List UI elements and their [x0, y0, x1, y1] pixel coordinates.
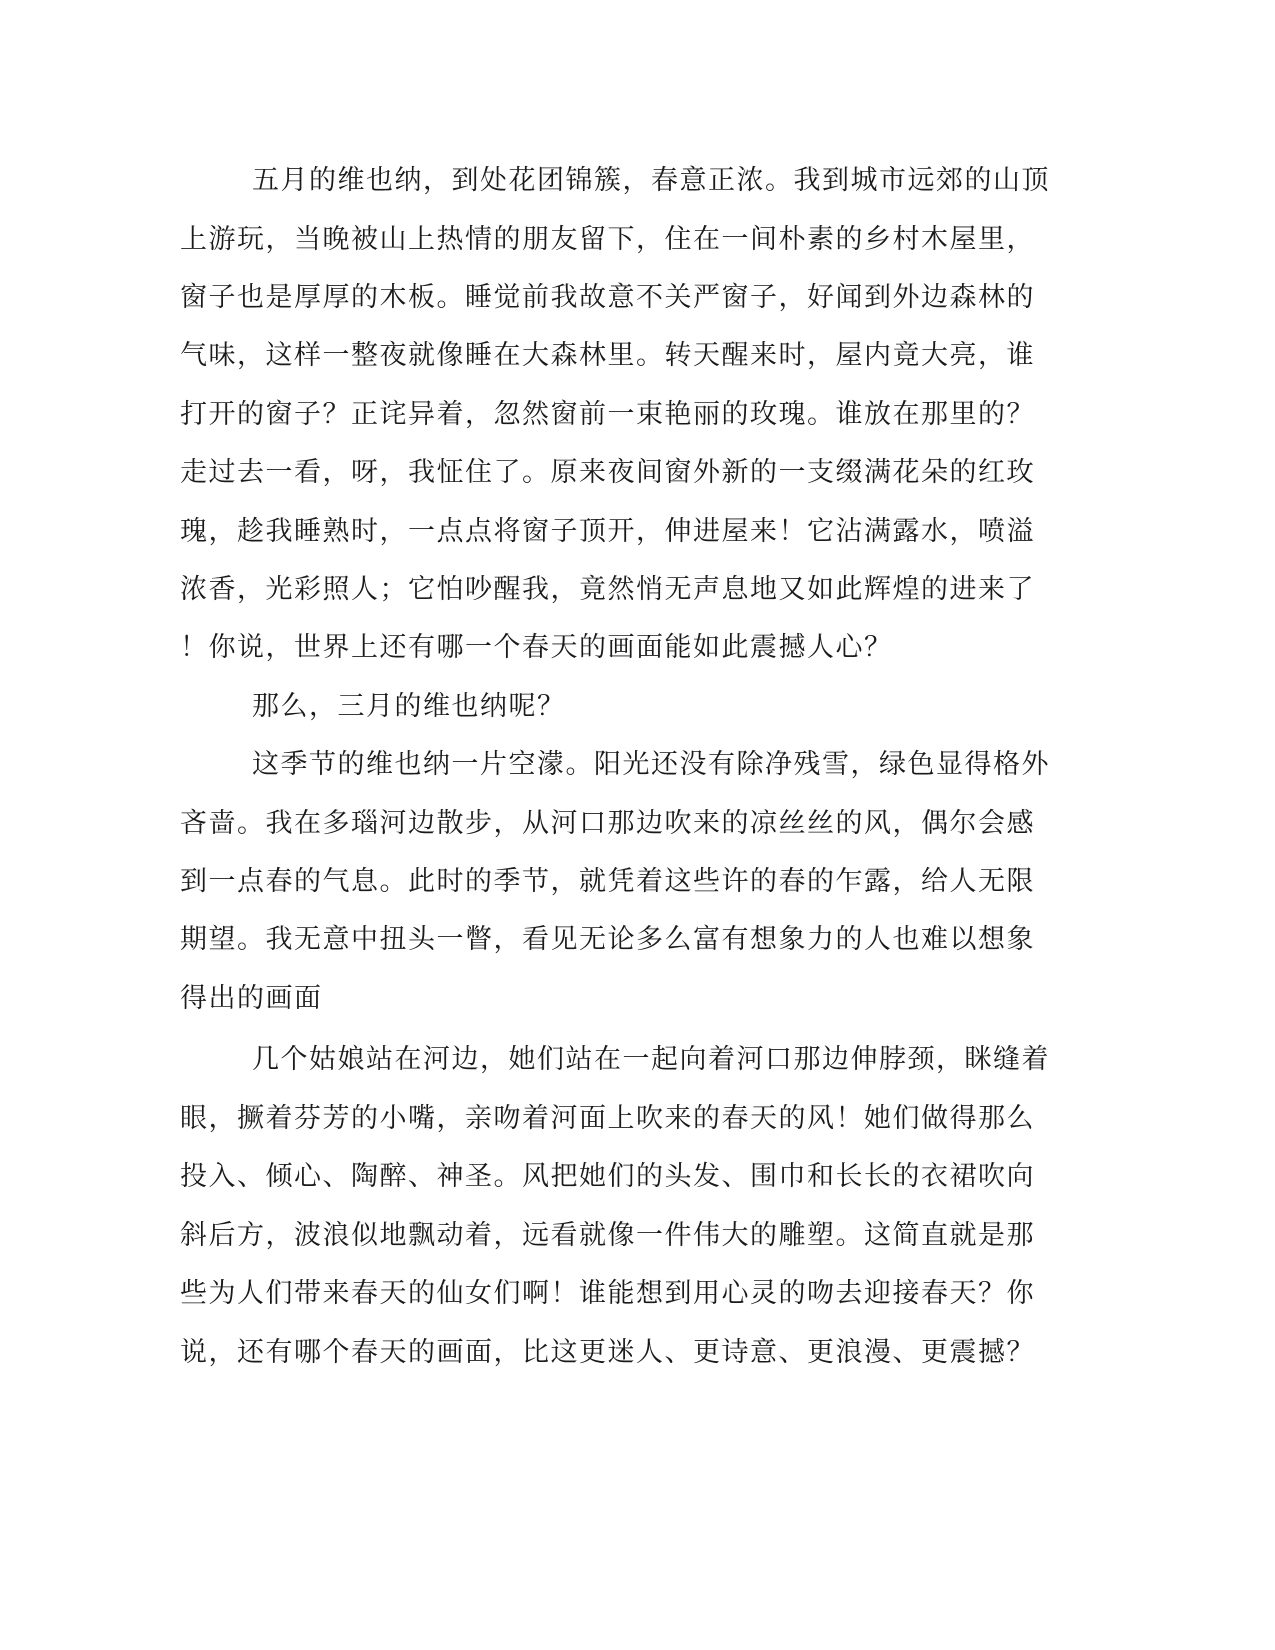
- text-line: 些为人们带来春天的仙女们啊！谁能想到用心灵的吻去迎接春天？你: [180, 1278, 1035, 1309]
- text-line: 走过去一看，呀，我怔住了。原来夜间窗外新的一支缀满花朵的红玫: [180, 457, 1035, 488]
- text-line: 窗子也是厚厚的木板。睡觉前我故意不关严窗子，好闻到外边森林的: [180, 282, 1035, 313]
- text-line: 得出的画面: [180, 983, 323, 1014]
- text-line: 打开的窗子？正诧异着，忽然窗前一束艳丽的玫瑰。谁放在那里的？: [180, 399, 1035, 430]
- text-line: 上游玩，当晚被山上热情的朋友留下，住在一间朴素的乡村木屋里，: [180, 224, 1035, 255]
- text-line: 瑰，趁我睡熟时，一点点将窗子顶开，伸进屋来！它沾满露水，喷溢: [180, 516, 1035, 547]
- text-line: 投入、倾心、陶醉、神圣。风把她们的头发、围巾和长长的衣裙吹向: [180, 1161, 1035, 1192]
- text-line: 说，还有哪个春天的画面，比这更迷人、更诗意、更浪漫、更震撼？: [180, 1337, 1035, 1368]
- text-line: 几个姑娘站在河边，她们站在一起向着河口那边伸脖颈，眯缝着: [252, 1044, 1050, 1075]
- text-line: 吝啬。我在多瑙河边散步，从河口那边吹来的凉丝丝的风，偶尔会感: [180, 808, 1035, 839]
- text-line: 浓香，光彩照人；它怕吵醒我，竟然悄无声息地又如此辉煌的进来了: [180, 574, 1035, 605]
- text-line: 到一点春的气息。此时的季节，就凭着这些许的春的乍露，给人无限: [180, 866, 1035, 897]
- text-line: 那么，三月的维也纳呢？: [252, 691, 566, 722]
- text-line: 斜后方，波浪似地飘动着，远看就像一件伟大的雕塑。这简直就是那: [180, 1220, 1035, 1251]
- text-line: ！你说，世界上还有哪一个春天的画面能如此震撼人心？: [180, 632, 893, 663]
- text-line: 五月的维也纳，到处花团锦簇，春意正浓。我到城市远郊的山顶: [252, 165, 1050, 196]
- text-line: 眼，撅着芬芳的小嘴，亲吻着河面上吹来的春天的风！她们做得那么: [180, 1103, 1035, 1134]
- text-line: 气味，这样一整夜就像睡在大森林里。转天醒来时，屋内竟大亮，谁: [180, 340, 1035, 371]
- text-line: 这季节的维也纳一片空濛。阳光还没有除净残雪，绿色显得格外: [252, 749, 1050, 780]
- text-line: 期望。我无意中扭头一瞥，看见无论多么富有想象力的人也难以想象: [180, 924, 1035, 955]
